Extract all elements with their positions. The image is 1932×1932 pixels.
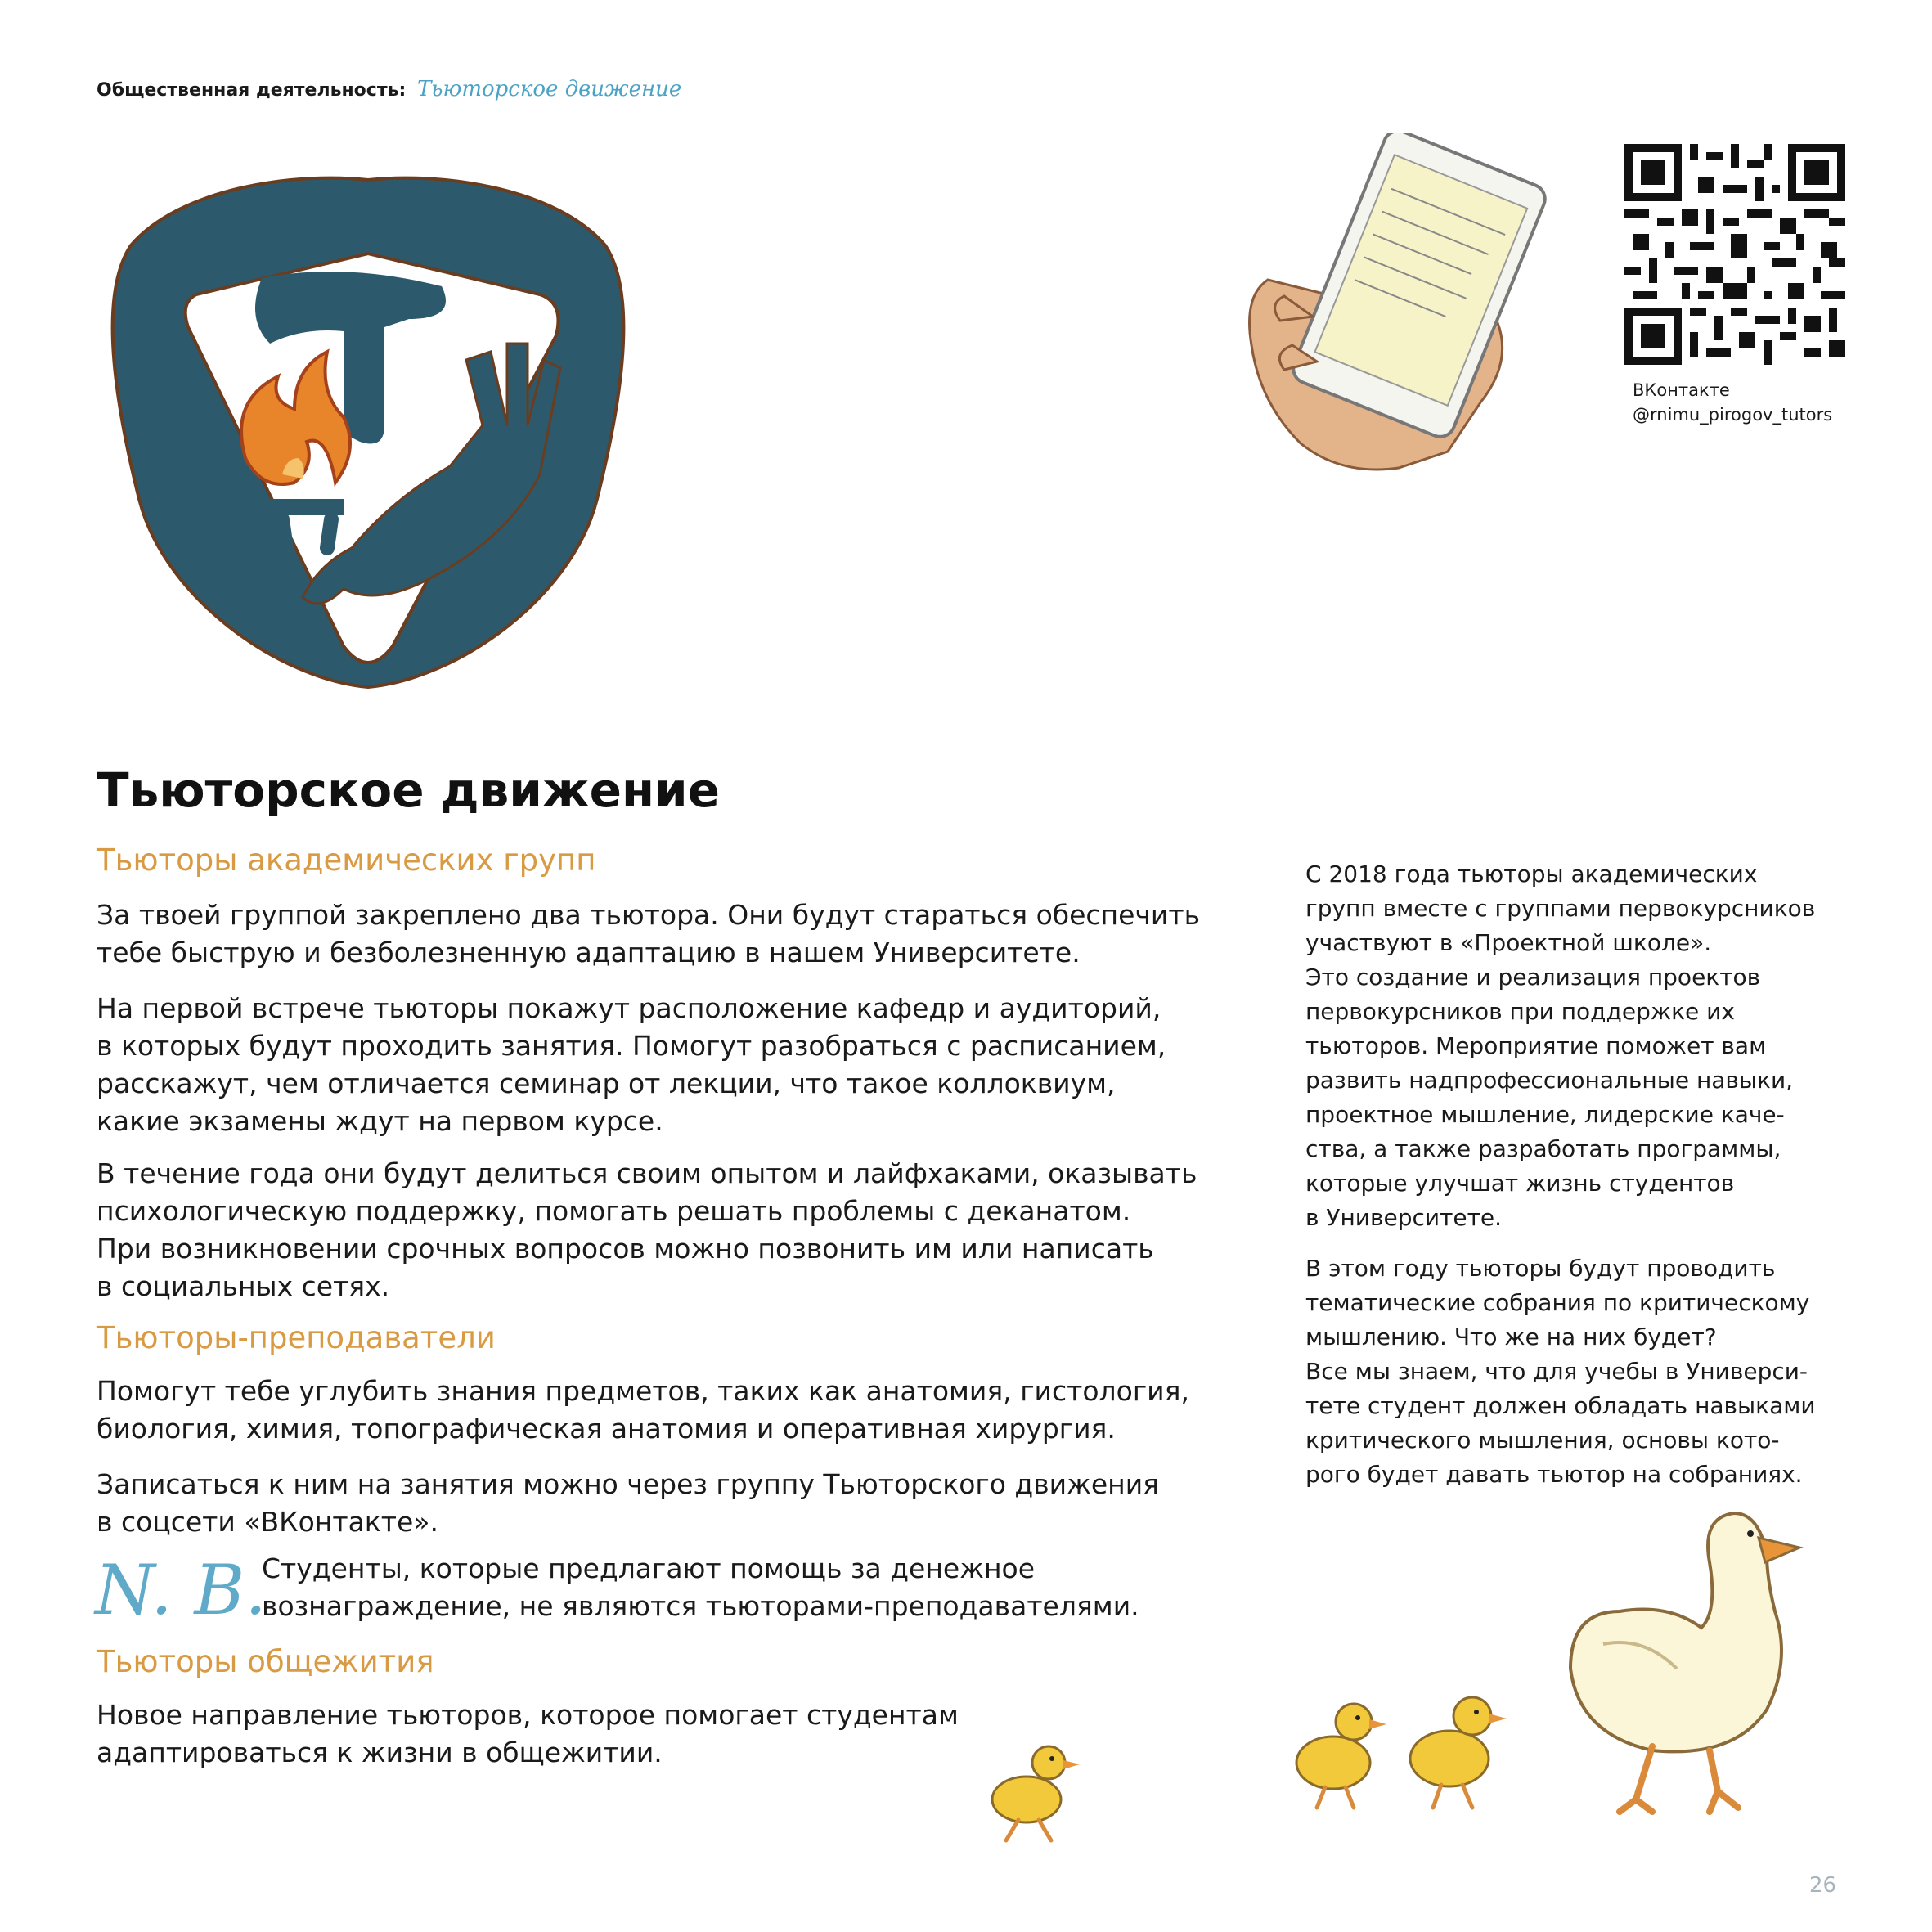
nb-mark: N. B. xyxy=(95,1550,267,1630)
academic-paragraph-2: На первой встрече тьюторы покажут расположение кафедр и аудиторий, в которых будут проходить занятия. Помогут разобраться с расписанием, расскажут, чем отличается семинар от лекции, что такое коллоквиум, какие экзамены ждут на первом курсе. xyxy=(97,992,1166,1137)
qr-caption xyxy=(1633,378,1832,427)
teachers-paragraph-1: Помогут тебе углубить знания предметов, таких как анатомия, гистология, биология, химия, топографическая анатомия и оперативная хирургия. xyxy=(97,1375,1189,1445)
critical-thinking-paragraph: В этом году тьюторы будут проводить тематические собрания по критическому мышлению. Что же на них будет? Все мы знаем, что для учебы в Универси- тете студент должен обладать навыками критического мышления, основы кото- рого будет давать тьютор на собраниях. xyxy=(1305,1255,1816,1488)
duckling-illustration-2 xyxy=(1399,1677,1513,1816)
heading-teacher-tutors: Тьюторы-преподаватели xyxy=(97,1320,496,1355)
subsection-label: Тьюторское движение xyxy=(416,77,682,101)
duckling-illustration-3 xyxy=(982,1726,1088,1849)
vk-qr-code xyxy=(1624,144,1845,365)
section-breadcrumb xyxy=(97,77,681,101)
project-school-paragraph: С 2018 года тьюторы академических групп вместе с группами первокурсников участвуют в «Проектной школе». Это создание и реализация проектов первокурсников при поддержке их тьюторов. Мероприятие поможет вам развить надпрофессиональные навыки, проектное мышление, лидерские каче- ства, а также разработать программы, которые улучшат жизнь студентов в Университете. xyxy=(1305,860,1816,1231)
dorm-paragraph-1: Новое направление тьюторов, которое помогает студентам адаптироваться к жизни в общежитии. xyxy=(97,1699,959,1768)
page-title: Тьюторское движение xyxy=(97,762,721,818)
academic-paragraph-3: В течение года они будут делиться своим опытом и лайфхаками, оказывать психологическую поддержку, помогать решать проблемы с деканатом. При возникновении срочных вопросов можно позвонить им или написать в социальных сетях. xyxy=(97,1157,1197,1302)
heading-academic-tutors: Тьюторы академических групп xyxy=(97,842,596,878)
nb-note: Студенты, которые предлагают помощь за денежное вознаграждение, не являются тьюторами-преподавателями. xyxy=(262,1552,1139,1622)
heading-dorm-tutors: Тьюторы общежития xyxy=(97,1644,434,1679)
qr-caption-network: ВКонтакте xyxy=(1633,380,1730,400)
academic-paragraph-1: За твоей группой закреплено два тьютора. Они будут стараться обеспечить тебе быструю и безболезненную адаптацию в нашем Университете. xyxy=(97,899,1201,968)
section-label: Общественная деятельность: xyxy=(97,80,407,101)
teachers-paragraph-2: Записаться к ним на занятия можно через группу Тьюторского движения в соцсети «ВКонтакте». xyxy=(97,1468,1160,1538)
phone-in-hand-illustration xyxy=(1235,133,1562,476)
page-number: 26 xyxy=(1809,1873,1837,1898)
qr-caption-handle: @rnimu_pirogov_tutors xyxy=(1633,405,1833,425)
duck-illustration xyxy=(1554,1497,1832,1816)
duckling-illustration-1 xyxy=(1284,1685,1391,1816)
tutor-movement-logo xyxy=(98,155,638,695)
